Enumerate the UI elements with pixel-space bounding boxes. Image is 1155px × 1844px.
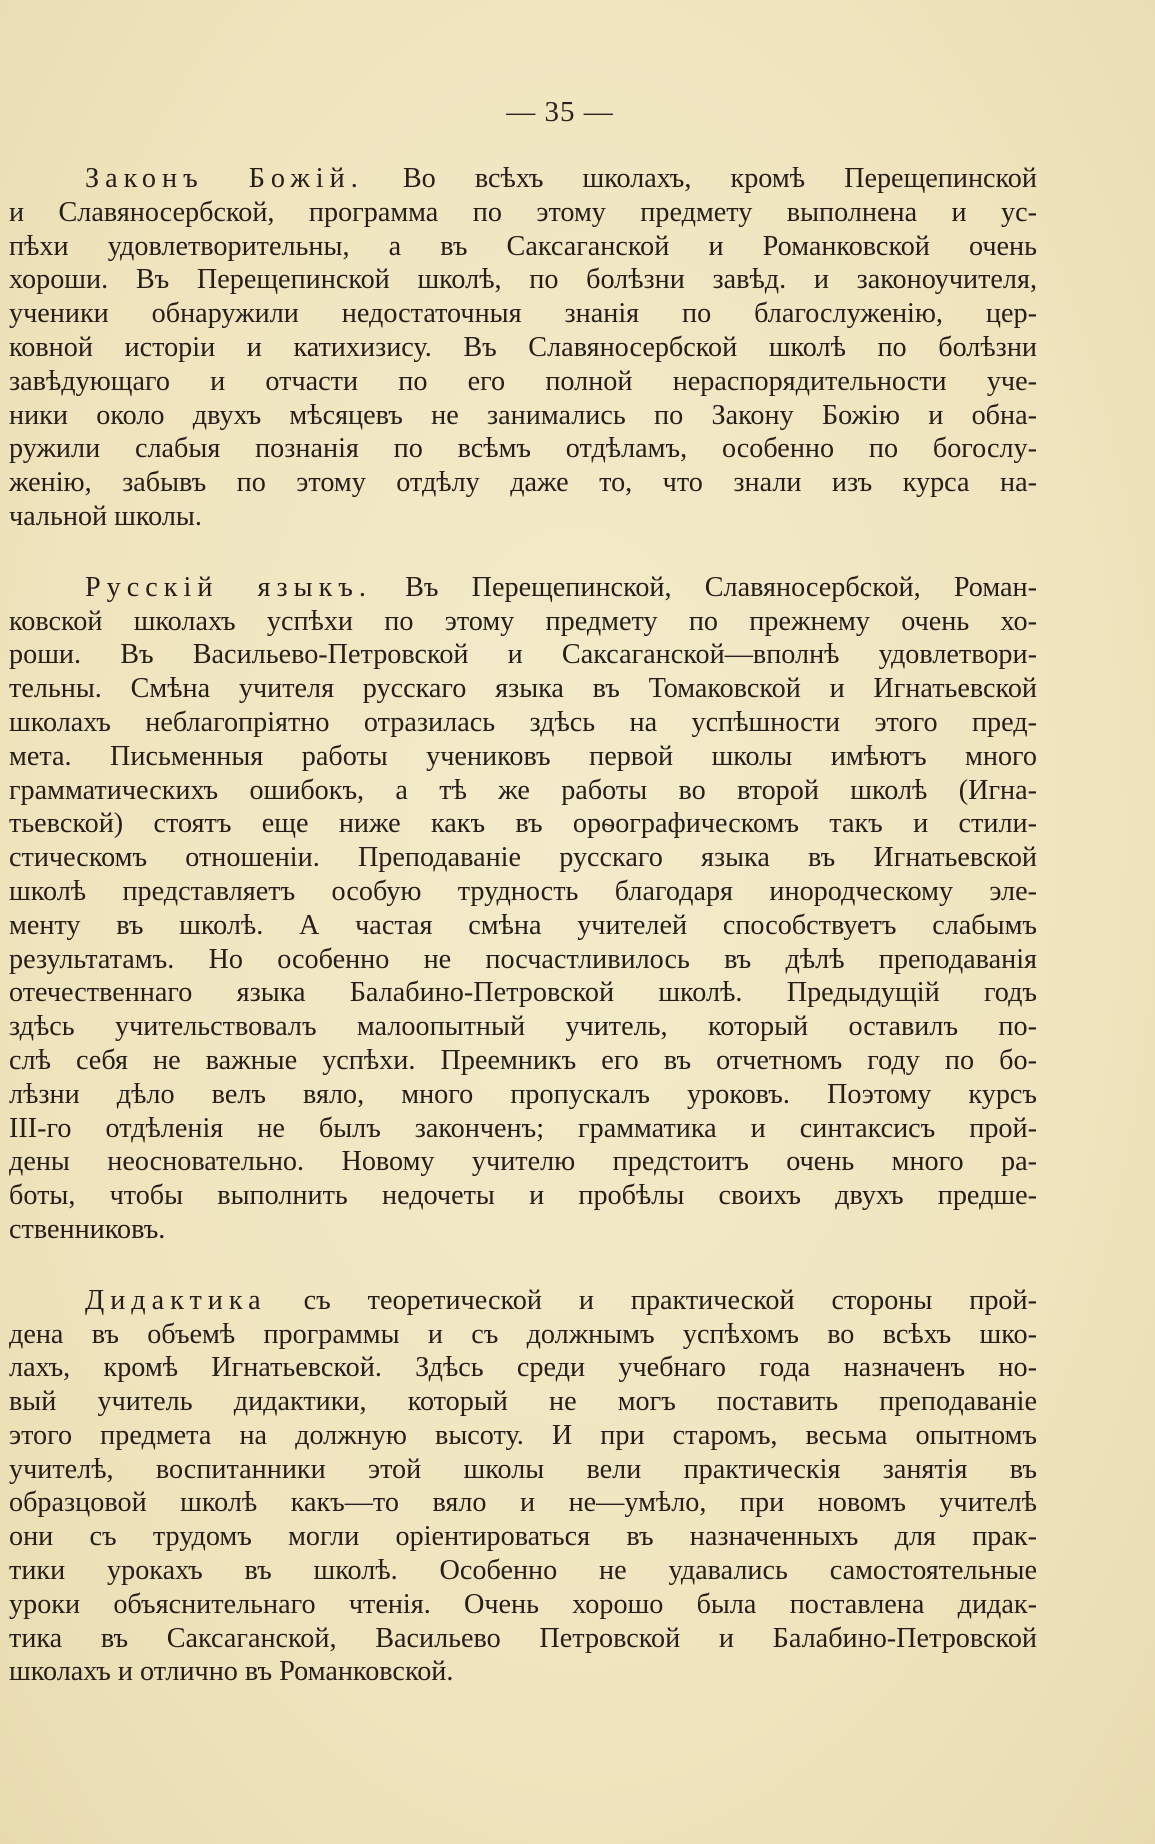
text-line: ственниковъ.	[9, 1213, 166, 1245]
section-heading: Дидактика	[85, 1284, 267, 1316]
text-line: чальной школы.	[9, 500, 202, 532]
text-line: отечественнаго языка Балабино-Петровской школѣ. Предыдущій годъ	[9, 977, 1037, 1009]
text-line: результатамъ. Но особенно не посчастливилось въ дѣлѣ преподаванія	[9, 943, 1037, 975]
text-line: и Славяносербской, программа по этому предмету выполнена и ус-	[9, 196, 1037, 228]
text-line: вый учитель дидактики, который не могъ поставить преподаваніе	[9, 1386, 1037, 1418]
line-text: Во всѣхъ школахъ, кромѣ Перещепинской	[363, 163, 1037, 194]
paragraph-didaktika	[9, 1284, 1037, 1690]
paragraph-russkiy-yazyk	[9, 571, 1037, 1247]
text-line: завѣдующаго и отчасти по его полной нераспорядительности уче-	[9, 365, 1037, 397]
text-line: мета. Письменныя работы учениковъ первой школы имѣютъ много	[9, 740, 1037, 772]
text-line: менту въ школѣ. А частая смѣна учителей способствуетъ слабымъ	[9, 909, 1037, 941]
text-line: ники около двухъ мѣсяцевъ не занимались по Закону Божію и обна-	[9, 399, 1037, 431]
text-line: уроки объяснительнаго чтенія. Очень хорошо была поставлена дидак-	[9, 1588, 1037, 1620]
text-line: ковной исторіи и катихизису. Въ Славяносербской школѣ по болѣзни	[9, 331, 1037, 363]
text-line: ученики обнаружили недостаточныя знанія по благослуженію, цер-	[9, 298, 1037, 330]
text-line: стическомъ отношеніи. Преподаваніе русскаго языка въ Игнатьевской	[9, 842, 1037, 874]
text-line: слѣ себя не важные успѣхи. Преемникъ его въ отчетномъ году по бо-	[9, 1044, 1037, 1076]
text-line: тики урокахъ въ школѣ. Особенно не удавались самостоятельные	[9, 1555, 1037, 1587]
text-line: школѣ представляетъ особую трудность благодаря инородческому эле-	[9, 875, 1037, 907]
text-line: тельны. Смѣна учителя русскаго языка въ Томаковской и Игнатьевской	[9, 673, 1037, 705]
text-line	[9, 1284, 1037, 1318]
body-text	[9, 162, 1037, 1726]
text-line: лахъ, кромѣ Игнатьевской. Здѣсь среди учебнаго года назначенъ но-	[9, 1352, 1037, 1384]
text-line: лѣзни дѣло велъ вяло, много пропускалъ уроковъ. Поэтому курсъ	[9, 1078, 1037, 1110]
text-line: дены неосновательно. Новому учителю предстоитъ очень много ра-	[9, 1146, 1037, 1178]
text-line: здѣсь учительствовалъ малоопытный учитель, который оставилъ по-	[9, 1011, 1037, 1043]
text-line	[9, 571, 1037, 605]
text-line: дена въ объемѣ программы и съ должнымъ успѣхомъ во всѣхъ шко-	[9, 1318, 1037, 1350]
text-line: школахъ и отлично въ Романковской.	[9, 1656, 454, 1688]
text-line: хороши. Въ Перещепинской школѣ, по болѣзни завѣд. и законоучителя,	[9, 264, 1037, 296]
text-line: образцовой школѣ какъ—то вяло и не—умѣло, при новомъ учителѣ	[9, 1487, 1037, 1519]
text-line: роши. Въ Васильево-Петровской и Саксаганской—вполнѣ удовлетвори-	[9, 639, 1037, 671]
section-heading: Русскій языкъ.	[85, 571, 372, 603]
text-line: они съ трудомъ могли оріентироваться въ назначенныхъ для прак-	[9, 1521, 1037, 1553]
paragraph-zakon-bozhiy	[9, 162, 1037, 534]
text-line	[9, 162, 1037, 196]
text-line: ковской школахъ успѣхи по этому предмету по прежнему очень хо-	[9, 605, 1037, 637]
text-line: III-го отдѣленія не былъ законченъ; грамматика и синтаксисъ прой-	[9, 1112, 1037, 1144]
text-line: пѣхи удовлетворительны, а въ Саксаганской и Романковской очень	[9, 230, 1037, 262]
text-line: учителѣ, воспитанники этой школы вели практическія занятія въ	[9, 1453, 1037, 1485]
text-line: тьевской) стоятъ еще ниже какъ въ орѳографическомъ такъ и стили-	[9, 808, 1037, 840]
text-line: этого предмета на должную высоту. И при старомъ, весьма опытномъ	[9, 1419, 1037, 1451]
text-line: женію, забывъ по этому отдѣлу даже то, что знали изъ курса на-	[9, 467, 1037, 499]
text-line: грамматическихъ ошибокъ, а тѣ же работы во второй школѣ (Игна-	[9, 774, 1037, 806]
page-number: — 35 —	[506, 96, 614, 128]
section-heading: Законъ Божій.	[85, 163, 364, 194]
text-line: тика въ Саксаганской, Васильево Петровской и Балабино-Петровской	[9, 1622, 1037, 1654]
text-line: школахъ неблагопріятно отразилась здѣсь на успѣшности этого пред-	[9, 706, 1037, 738]
line-text: съ теоретической и практической стороны прой-	[266, 1284, 1037, 1316]
line-text: Въ Перещепинской, Славяносербской, Роман-	[371, 571, 1037, 603]
text-line: ружили слабыя познанія по всѣмъ отдѣламъ, особенно по богослу-	[9, 433, 1037, 465]
text-line: боты, чтобы выполнить недочеты и пробѣлы своихъ двухъ предше-	[9, 1180, 1037, 1212]
